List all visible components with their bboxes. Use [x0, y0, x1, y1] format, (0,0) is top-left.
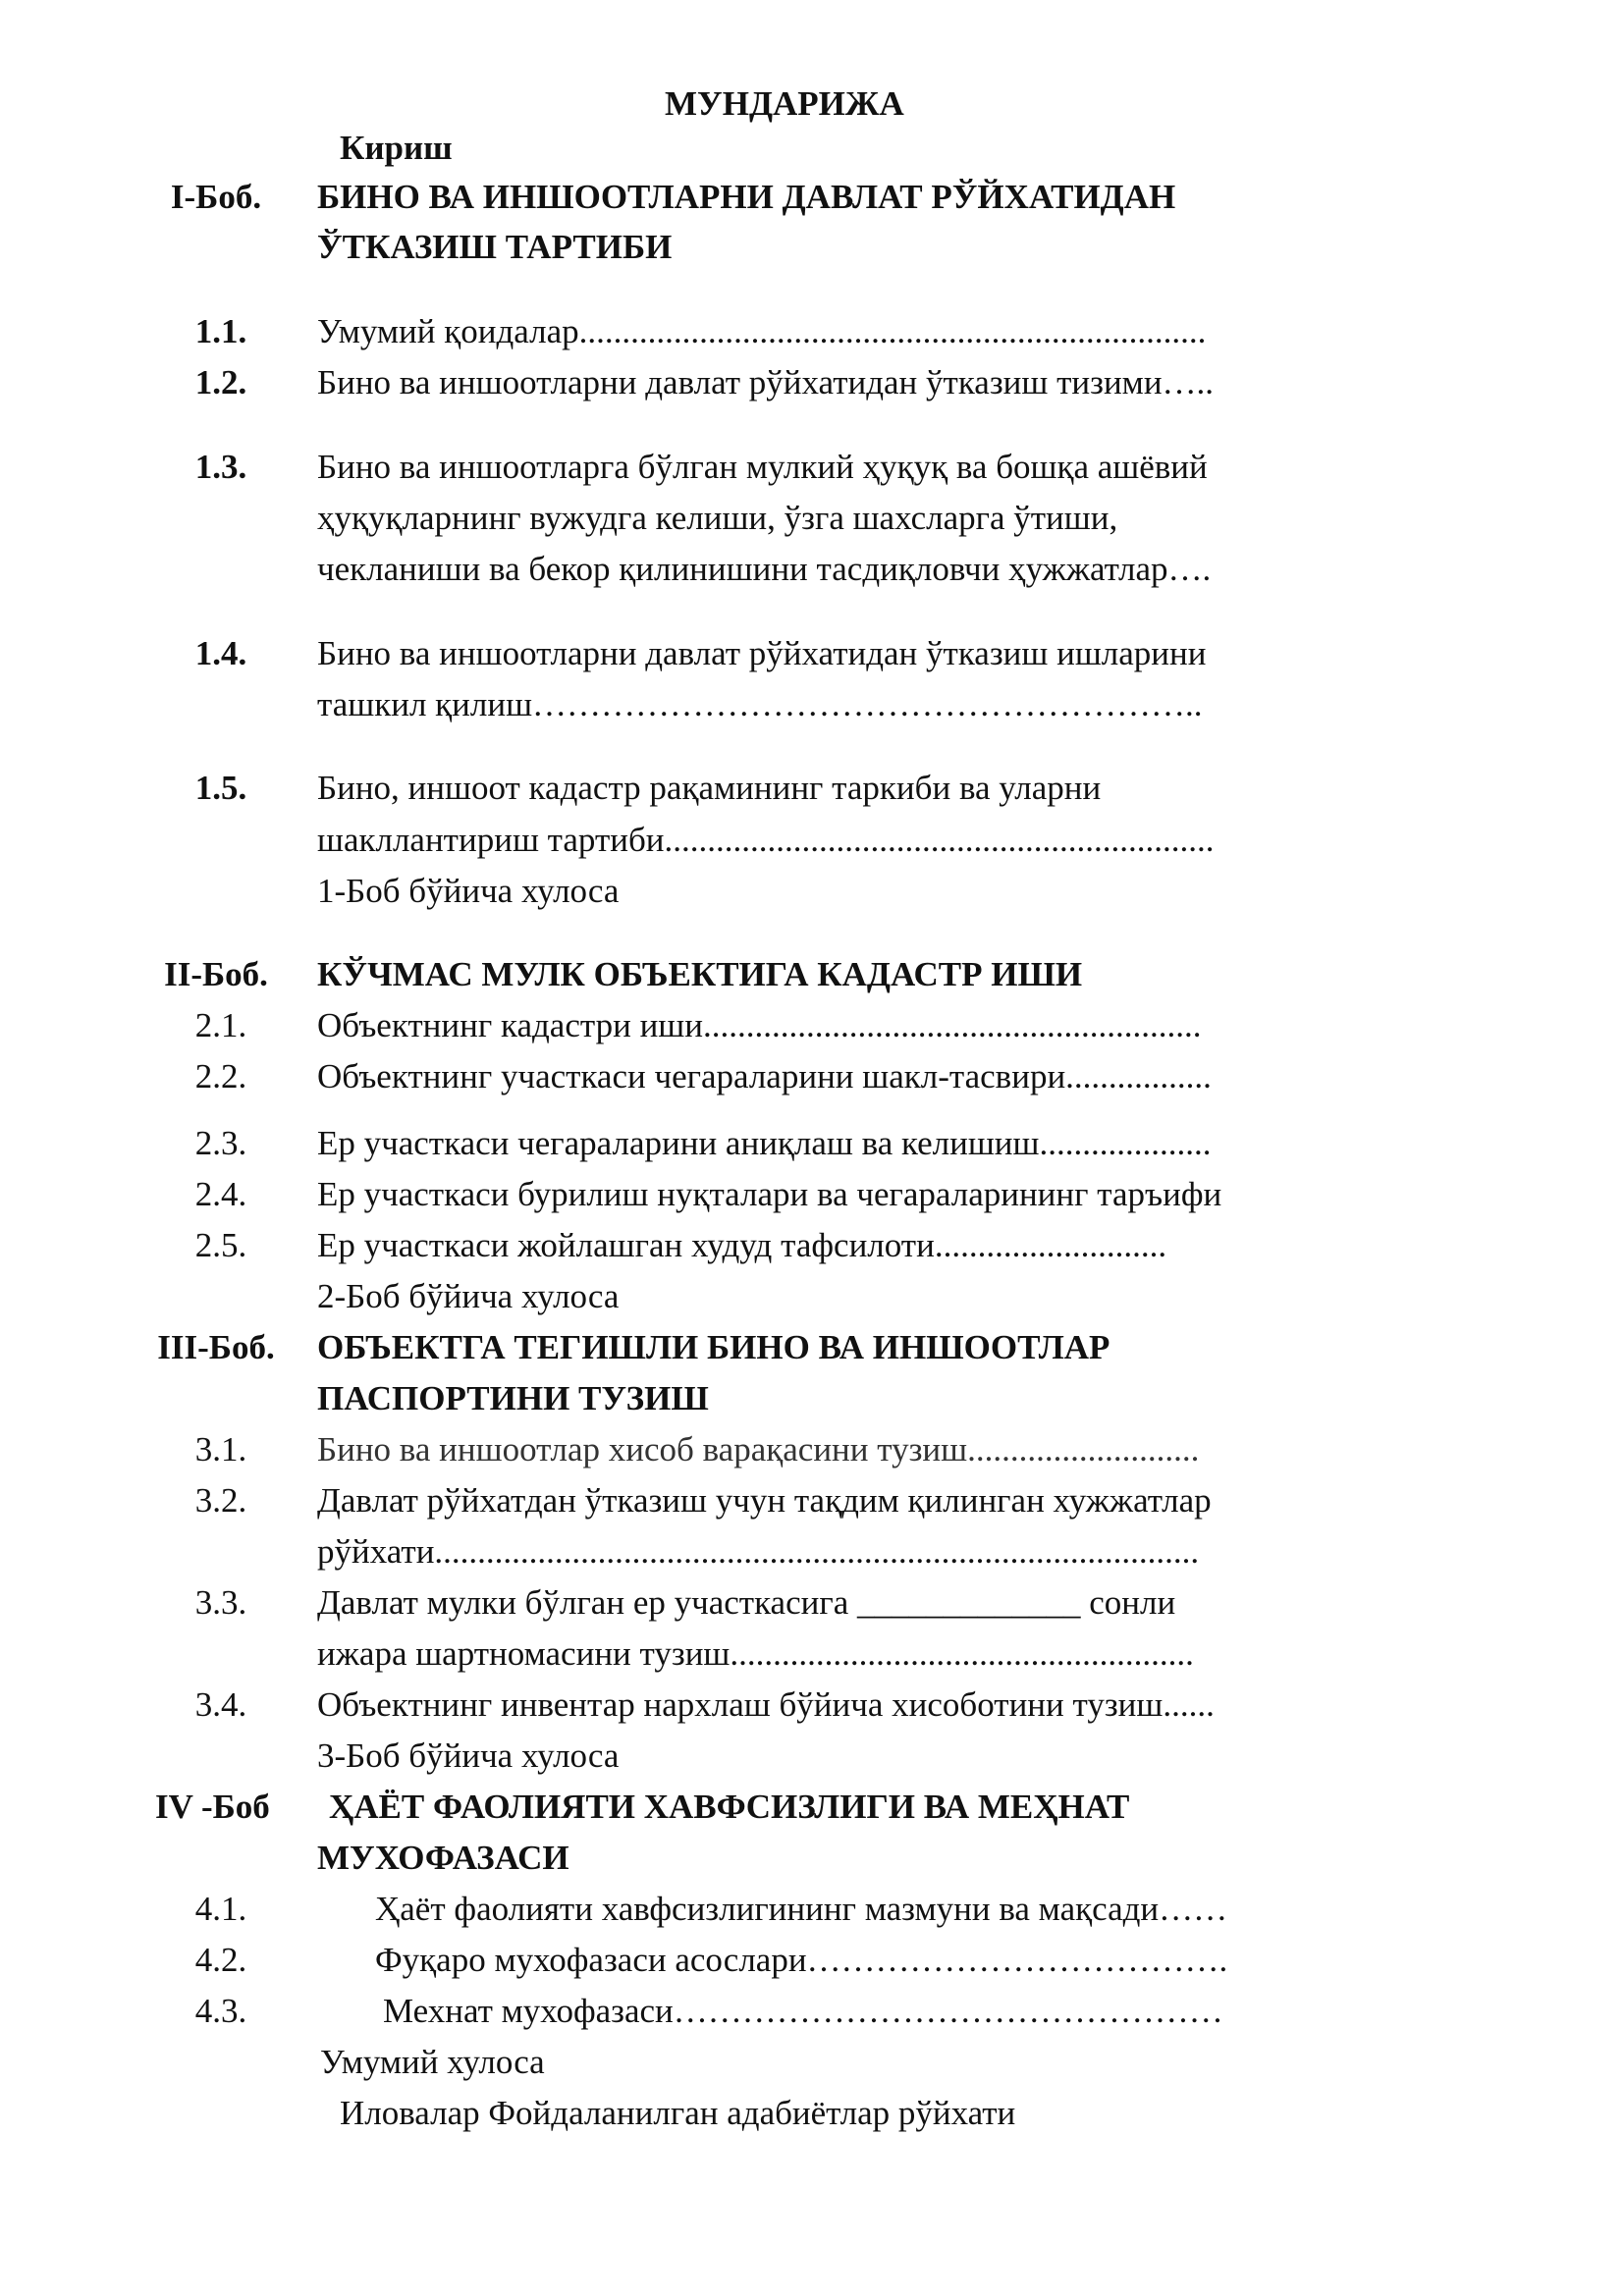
chapter-3-title-line-1: ОБЪЕКТГА ТЕГИШЛИ БИНО ВА ИНШООТЛАР [317, 1328, 1110, 1366]
appendix-and-references: Иловалар Фойдаланилган адабиётлар рўйхати [340, 2094, 1016, 2132]
intro-heading: Кириш [340, 129, 453, 167]
section-number: 1.4. [194, 634, 247, 672]
section-title: Бино ва иншоотларни давлат рўйхатидан ўтказиш тизими….. [317, 363, 1215, 401]
section-title: Объектнинг участкаси чегараларини шакл-тасвири................. [317, 1057, 1212, 1095]
section-number: 2.2. [194, 1057, 247, 1095]
section-title-continuation: рўйхати......................................................................................... [317, 1532, 1200, 1571]
section-title: Объектнинг кадастри иши.......................................................... [317, 1006, 1202, 1044]
section-title: Ер участкаси чегараларини аниқлаш ва келишиш.................... [317, 1124, 1212, 1162]
chapter-4-title-line-1: ҲАЁТ ФАОЛИЯТИ ХАВФСИЗЛИГИ ВА МЕҲНАТ [329, 1788, 1130, 1826]
section-number: 2.4. [194, 1175, 247, 1213]
chapter-3-number: III-Боб. [157, 1328, 275, 1366]
section-number: 4.2. [194, 1941, 247, 1979]
section-title: Бино ва иншоотларни давлат рўйхатидан ўтказиш ишларини [317, 634, 1207, 672]
section-number: 3.1. [194, 1430, 247, 1468]
section-title-continuation: ташкил қилиш………………………………………………….. [317, 685, 1203, 723]
section-title: Бино ва иншоотлар хисоб варақасини тузиш........................... [317, 1430, 1200, 1468]
chapter-1-number: I-Боб. [170, 178, 262, 216]
chapter-2-title: КЎЧМАС МУЛК ОБЪЕКТИГА КАДАСТР ИШИ [317, 955, 1083, 993]
section-number: 2.3. [194, 1124, 247, 1162]
chapter-1-title-line-1: БИНО ВА ИНШООТЛАРНИ ДАВЛАТ РЎЙХАТИДАН [317, 178, 1176, 216]
section-title: Бино ва иншоотларга бўлган мулкий ҳуқуқ ва бошқа ашёвий [317, 448, 1208, 486]
section-number: 2.5. [194, 1226, 247, 1264]
section-number: 2.1. [194, 1006, 247, 1044]
section-title-continuation: шакллантириш тартиби................................................................ [317, 821, 1215, 859]
section-title-continuation: чекланиши ва бекор қилинишини тасдиқловчи ҳужжатлар…. [317, 550, 1212, 588]
chapter-4-title-line-2: МУХОФАЗАСИ [317, 1839, 569, 1877]
chapter-2-number: II-Боб. [164, 955, 268, 993]
section-title: Фуқаро мухофазаси асослари………………………………. [375, 1941, 1228, 1979]
section-title: Давлат мулки бўлган ер участкасига _____________ сонли [317, 1583, 1176, 1622]
section-number: 1.1. [194, 312, 247, 350]
section-title-continuation: ҳуқуқларнинг вужудга келиши, ўзга шахсларга ўтиши, [317, 499, 1118, 537]
general-conclusion: Умумий хулоса [320, 2043, 545, 2081]
section-number: 3.4. [194, 1685, 247, 1724]
section-number: 1.5. [194, 769, 247, 807]
section-number: 1.2. [194, 363, 247, 401]
section-title: Бино, иншоот кадастр рақамининг таркиби ва уларни [317, 769, 1102, 807]
section-number: 1.3. [194, 448, 247, 486]
section-title: Ер участкаси бурилиш нуқталари ва чегараларининг таръифи [317, 1175, 1222, 1213]
section-title-continuation: ижара шартномасини тузиш...................................................... [317, 1634, 1194, 1673]
section-number: 3.2. [194, 1481, 247, 1520]
section-title: Объектнинг инвентар нархлаш бўйича хисоботини тузиш...... [317, 1685, 1215, 1724]
section-title: Мехнат мухофазаси………………………………………… [383, 1992, 1223, 2030]
page-title: МУНДАРИЖА [665, 84, 904, 123]
section-title: Ҳаёт фаолияти хавфсизлигининг мазмуни ва мақсади…… [375, 1890, 1228, 1928]
chapter-conclusion: 3-Боб бўйича хулоса [317, 1736, 620, 1775]
chapter-4-number: IV -Боб [155, 1788, 270, 1826]
section-number: 4.1. [194, 1890, 247, 1928]
section-title: Давлат рўйхатдан ўтказиш учун тақдим қилинган хужжатлар [317, 1481, 1212, 1520]
section-title: Умумий қоидалар......................................................................... [317, 312, 1207, 350]
chapter-1-title-line-2: ЎТКАЗИШ ТАРТИБИ [317, 228, 673, 266]
chapter-conclusion: 2-Боб бўйича хулоса [317, 1277, 620, 1315]
chapter-3-title-line-2: ПАСПОРТИНИ ТУЗИШ [317, 1379, 709, 1417]
section-number: 4.3. [194, 1992, 247, 2030]
section-number: 3.3. [194, 1583, 247, 1622]
section-title: Ер участкаси жойлашган худуд тафсилоти........................... [317, 1226, 1167, 1264]
chapter-conclusion: 1-Боб бўйича хулоса [317, 872, 620, 910]
